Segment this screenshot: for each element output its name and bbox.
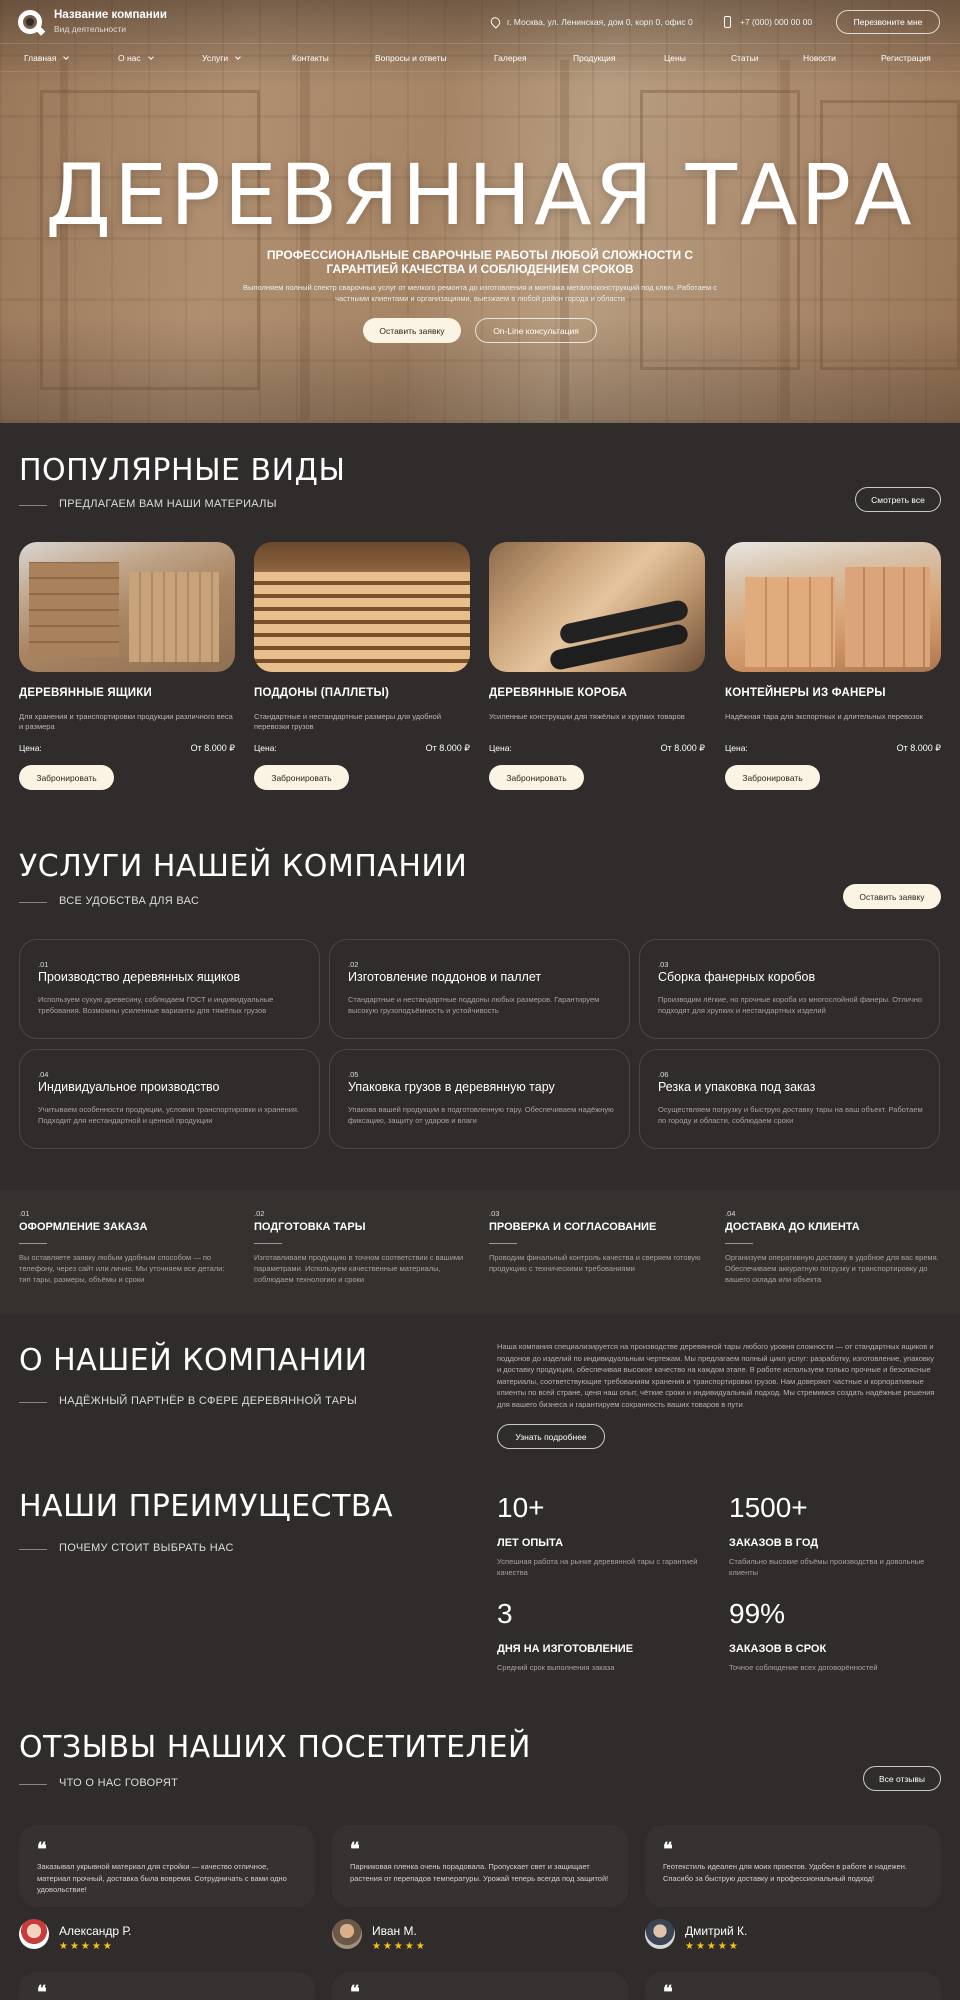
service-title: Производство деревянных ящиков — [38, 970, 241, 984]
product-image-plywood-containers[interactable] — [725, 542, 941, 672]
stat-label: ЛЕТ ОПЫТА — [497, 1537, 564, 1549]
advantages-subtitle: ПОЧЕМУ СТОИТ ВЫБРАТЬ НАС — [59, 1542, 234, 1554]
service-card[interactable] — [19, 1049, 320, 1149]
about-subtitle: НАДЁЖНЫЙ ПАРТНЁР В СФЕРЕ ДЕРЕВЯННОЙ ТАРЫ — [59, 1395, 358, 1407]
popular-title: ПОПУЛЯРНЫЕ ВИДЫ — [19, 453, 346, 488]
stat-label: ЗАКАЗОВ В СРОК — [729, 1643, 827, 1655]
service-description: Производим лёгкие, но прочные короба из многослойной фанеры. Отлично подходят для хрупких и нестандартных изделий — [658, 995, 923, 1015]
product-description: Стандартные и нестандартные размеры для удобной перевозки грузов — [254, 712, 442, 731]
product-description: Надёжная тара для экспортных и длительных перевозок — [725, 712, 923, 721]
review-text: Геотекстиль идеален для моих проектов. Удобен в работе и надежен. Спасибо за быструю доставку и профессиональный подход! — [663, 1862, 908, 1883]
step-title: ОФОРМЛЕНИЕ ЗАКАЗА — [19, 1221, 148, 1233]
quote-icon: ❝ — [37, 1982, 47, 2000]
product-description: Для хранения и транспортировки продукции различного веса и размера — [19, 712, 233, 731]
company-subtitle: Вид деятельности — [54, 24, 126, 34]
stat-value: 3 — [497, 1598, 513, 1629]
service-description: Осуществляем погрузку и быструю доставку тары на ваш объект. Работаем по городу и области, соблюдаем сроки — [658, 1105, 923, 1125]
review-card — [332, 1825, 628, 1907]
step-description: Вы оставляете заявку любым удобным способом — по телефону, через сайт или лично. Мы уточняем все детали: тип тары, размеры, объёмы и сроки — [19, 1253, 225, 1284]
stat-value: 99% — [729, 1598, 786, 1629]
nav-item-services[interactable] — [202, 53, 240, 63]
hero-section — [0, 0, 960, 423]
nav-item-label: Главная — [24, 53, 57, 63]
about-text: Наша компания специализируется на производстве деревянной тары любого уровня сложности — от стандартных ящиков и поддонов до изделий по индивидуальным чертежам. Мы предлагаем полный цикл услуг: разработку, изготовление, упаковку и доставку продукции, обеспечивая высокое качество на каждом этапе. В работе используем только прочные и безопасные материалы, соответствующие требованиям хранения и транспортировки грузов. Нам доверяют частные и корпоративные клиенты по всей стране, ценя наш опыт, чёткие сроки и индивидуальный подход. Мы стремимся создать надёжные решения для вашего бизнеса и гарантируем сохранность ваших товаров в пути — [497, 1342, 935, 1409]
logo-icon[interactable] — [18, 10, 42, 34]
product-name[interactable]: ПОДДОНЫ (ПАЛЛЕТЫ) — [254, 687, 390, 699]
step-title: ПРОВЕРКА И СОГЛАСОВАНИЕ — [489, 1221, 657, 1233]
step-description: Изготавливаем продукцию в точном соответствии с вашими параметрами. Используем качественные материалы, соблюдаем технологию и сроки — [254, 1253, 464, 1284]
reviews-subtitle: ЧТО О НАС ГОВОРЯТ — [59, 1777, 179, 1789]
quote-icon: ❝ — [663, 1982, 673, 2000]
nav-item-faq[interactable]: Вопросы и ответы — [375, 53, 447, 63]
product-price: От 8.000 ₽ — [190, 743, 235, 753]
stat-description: Успешная работа на рынке деревянной тары с гарантией качества — [497, 1557, 698, 1577]
advantages-title: НАШИ ПРЕИМУЩЕСТВА — [19, 1489, 393, 1524]
rating-stars-icon: ★★★★★ — [59, 1941, 114, 1952]
product-name[interactable]: КОНТЕЙНЕРЫ ИЗ ФАНЕРЫ — [725, 687, 886, 699]
header-phone[interactable]: +7 (000) 000 00 00 — [740, 17, 813, 27]
about-title: О НАШЕЙ КОМПАНИИ — [19, 1343, 368, 1378]
step-number: .02 — [254, 1209, 265, 1218]
price-label: Цена: — [254, 743, 277, 753]
product-description: Усиленные конструкции для тяжёлых и хрупких товаров — [489, 712, 685, 721]
header-address: г. Москва, ул. Ленинская, дом 0, корп 0, офис 0 — [507, 17, 693, 27]
nav-item-registration[interactable]: Регистрация — [881, 53, 931, 63]
stat-label: ЗАКАЗОВ В ГОД — [729, 1537, 819, 1549]
service-number: .04 — [38, 1070, 49, 1079]
view-all-button[interactable]: Смотреть все — [855, 487, 941, 512]
nav-item-products[interactable]: Продукция — [573, 53, 616, 63]
service-card[interactable] — [19, 939, 320, 1039]
book-button[interactable]: Забронировать — [489, 765, 584, 790]
container-graphic — [845, 567, 930, 667]
step-title: ПОДГОТОВКА ТАРЫ — [254, 1221, 366, 1233]
section-divider — [19, 505, 47, 506]
service-number: .01 — [38, 960, 49, 969]
nav-item-articles[interactable]: Статьи — [731, 53, 759, 63]
all-reviews-button[interactable]: Все отзывы — [863, 1766, 941, 1791]
book-button[interactable]: Забронировать — [254, 765, 349, 790]
hero-description: Выполняем полный спектр сварочных услуг от мелкого ремонта до изготовления и монтажа металлоконструкций под ключ. Работаем с частными клиентами и организациями, выезжаем в любой район города и области — [243, 283, 717, 303]
chevron-down-icon — [64, 54, 70, 60]
service-title: Сборка фанерных коробов — [658, 970, 816, 984]
quote-icon: ❝ — [663, 1839, 673, 1860]
review-card — [645, 1972, 941, 2000]
service-number: .05 — [348, 1070, 359, 1079]
product-name[interactable]: ДЕРЕВЯННЫЕ ЯЩИКИ — [19, 687, 152, 699]
nav-item-label: О нас — [118, 53, 141, 63]
reviewer-name: Иван М. — [372, 1924, 417, 1938]
reviews-title: ОТЗЫВЫ НАШИХ ПОСЕТИТЕЛЕЙ — [19, 1730, 531, 1765]
crate-graphic — [29, 562, 119, 657]
service-number: .02 — [348, 960, 359, 969]
product-image-pallets[interactable] — [254, 542, 470, 672]
service-title: Резка и упаковка под заказ — [658, 1080, 816, 1094]
step-divider — [489, 1243, 517, 1244]
product-price: От 8.000 ₽ — [425, 743, 470, 753]
service-card[interactable] — [329, 939, 630, 1039]
step-divider — [19, 1243, 47, 1244]
step-divider — [725, 1243, 753, 1244]
avatar — [19, 1919, 49, 1949]
service-description: Учитываем особенности продукции, условия транспортировки и хранения. Подходит для нестандартной и ценной продукции — [38, 1105, 300, 1125]
price-label: Цена: — [489, 743, 512, 753]
service-description: Упакова вашей продукции в подготовленную тару. Обеспечиваем надёжную фиксацию, защиту от ударов и влаги — [348, 1105, 614, 1125]
step-divider — [254, 1243, 282, 1244]
step-number: .04 — [725, 1209, 736, 1218]
price-label: Цена: — [725, 743, 748, 753]
nav-item-news[interactable]: Новости — [803, 53, 836, 63]
section-divider — [19, 1549, 47, 1550]
services-subtitle: ВСЕ УДОБСТВА ДЛЯ ВАС — [59, 895, 200, 907]
rating-stars-icon: ★★★★★ — [372, 1941, 427, 1952]
hero-subtitle: ПРОФЕССИОНАЛЬНЫЕ СВАРОЧНЫЕ РАБОТЫ ЛЮБОЙ СЛОЖНОСТИ С ГАРАНТИЕЙ КАЧЕСТВА И СОБЛЮДЕНИЕМ СРОКОВ — [266, 248, 694, 276]
step-title: ДОСТАВКА ДО КЛИЕНТА — [725, 1221, 860, 1233]
quote-icon: ❝ — [37, 1839, 47, 1860]
service-title: Изготовление поддонов и паллет — [348, 970, 542, 984]
product-name[interactable]: ДЕРЕВЯННЫЕ КОРОБА — [489, 687, 628, 699]
quote-icon: ❝ — [350, 1982, 360, 2000]
hero-title: ДЕРЕВЯННАЯ ТАРА — [45, 146, 915, 244]
review-card — [19, 1825, 315, 1907]
learn-more-button[interactable]: Узнать подробнее — [497, 1424, 605, 1449]
service-number: .06 — [658, 1070, 669, 1079]
service-title: Упаковка грузов в деревянную тару — [348, 1080, 555, 1094]
main-nav — [0, 44, 960, 72]
review-card — [645, 1825, 941, 1907]
company-name[interactable]: Название компании — [54, 9, 167, 21]
crate-graphic — [129, 572, 219, 662]
hero-consult-button[interactable]: On-Line консультация — [475, 318, 597, 343]
avatar — [645, 1919, 675, 1949]
stat-label: ДНЯ НА ИЗГОТОВЛЕНИЕ — [497, 1643, 634, 1655]
review-text: Заказывал укрывной материал для стройки — качество отличное, материал прочный, доставка была вовремя. Сотрудничать с вами одно удовольствие! — [37, 1862, 287, 1894]
reviewer-name: Дмитрий К. — [685, 1924, 748, 1938]
price-label: Цена: — [19, 743, 42, 753]
stat-value: 1500+ — [729, 1492, 808, 1523]
quote-icon: ❝ — [350, 1839, 360, 1860]
step-description: Проводим финальный контроль качества и сверяем готовую продукцию с техническими требованиями — [489, 1253, 701, 1273]
product-image-boxes[interactable] — [489, 542, 705, 672]
service-description: Стандартные и нестандартные поддоны любых размеров. Гарантируем высокую грузоподъёмность и устойчивость — [348, 995, 600, 1015]
avatar — [332, 1919, 362, 1949]
chevron-down-icon — [235, 54, 241, 60]
location-pin-icon — [489, 15, 502, 28]
service-number: .03 — [658, 960, 669, 969]
stat-description: Точное соблюдение всех договорённостей — [729, 1663, 878, 1672]
hero-request-button[interactable]: Оставить заявку — [363, 318, 461, 343]
book-button[interactable]: Забронировать — [725, 765, 820, 790]
service-description: Используем сухую древесину, соблюдаем ГОСТ и индивидуальные требования. Возможны усиленные варианты для тяжёлых грузов — [38, 995, 274, 1015]
services-title: УСЛУГИ НАШЕЙ КОМПАНИИ — [19, 849, 468, 884]
callback-button[interactable]: Перезвоните мне — [836, 10, 940, 34]
product-image-crates[interactable] — [19, 542, 235, 672]
product-price: От 8.000 ₽ — [896, 743, 941, 753]
services-request-button[interactable]: Оставить заявку — [843, 884, 941, 909]
review-text: Парниковая пленка очень порадовала. Пропускает свет и защищает растения от перепадов температуры. Урожай теперь всегда под защитой! — [350, 1862, 609, 1883]
pallet-graphic — [254, 572, 470, 672]
nav-item-contacts[interactable]: Контакты — [292, 53, 329, 63]
service-card[interactable] — [639, 1049, 940, 1149]
step-number: .03 — [489, 1209, 500, 1218]
site-header — [0, 0, 960, 44]
section-divider — [19, 902, 47, 903]
stat-description: Стабильно высокие объёмы производства и довольные клиенты — [729, 1557, 925, 1577]
section-divider — [19, 1784, 47, 1785]
section-divider — [19, 1402, 47, 1403]
popular-subtitle: ПРЕДЛАГАЕМ ВАМ НАШИ МАТЕРИАЛЫ — [59, 498, 277, 510]
nav-item-about[interactable] — [118, 53, 153, 63]
product-price: От 8.000 ₽ — [660, 743, 705, 753]
phone-icon — [724, 16, 731, 28]
service-card[interactable] — [329, 1049, 630, 1149]
stat-description: Средний срок выполнения заказа — [497, 1663, 615, 1672]
nav-item-home[interactable] — [24, 53, 68, 63]
nav-item-label: Услуги — [202, 53, 229, 63]
step-number: .01 — [19, 1209, 30, 1218]
reviewer-name: Александр Р. — [59, 1924, 132, 1938]
rating-stars-icon: ★★★★★ — [685, 1941, 740, 1952]
service-title: Индивидуальное производство — [38, 1080, 220, 1094]
step-description: Организуем оперативную доставку в удобное для вас время. Обеспечиваем аккуратную погрузку и транспортировку до вашего склада или объекта — [725, 1253, 939, 1284]
book-button[interactable]: Забронировать — [19, 765, 114, 790]
chevron-down-icon — [148, 54, 154, 60]
nav-item-gallery[interactable]: Галерея — [494, 53, 527, 63]
nav-item-prices[interactable]: Цены — [664, 53, 686, 63]
container-graphic — [745, 577, 835, 667]
review-card — [19, 1972, 315, 2000]
stat-value: 10+ — [497, 1492, 545, 1523]
service-card[interactable] — [639, 939, 940, 1039]
order-steps-band — [0, 1190, 960, 1315]
review-card — [332, 1972, 628, 2000]
